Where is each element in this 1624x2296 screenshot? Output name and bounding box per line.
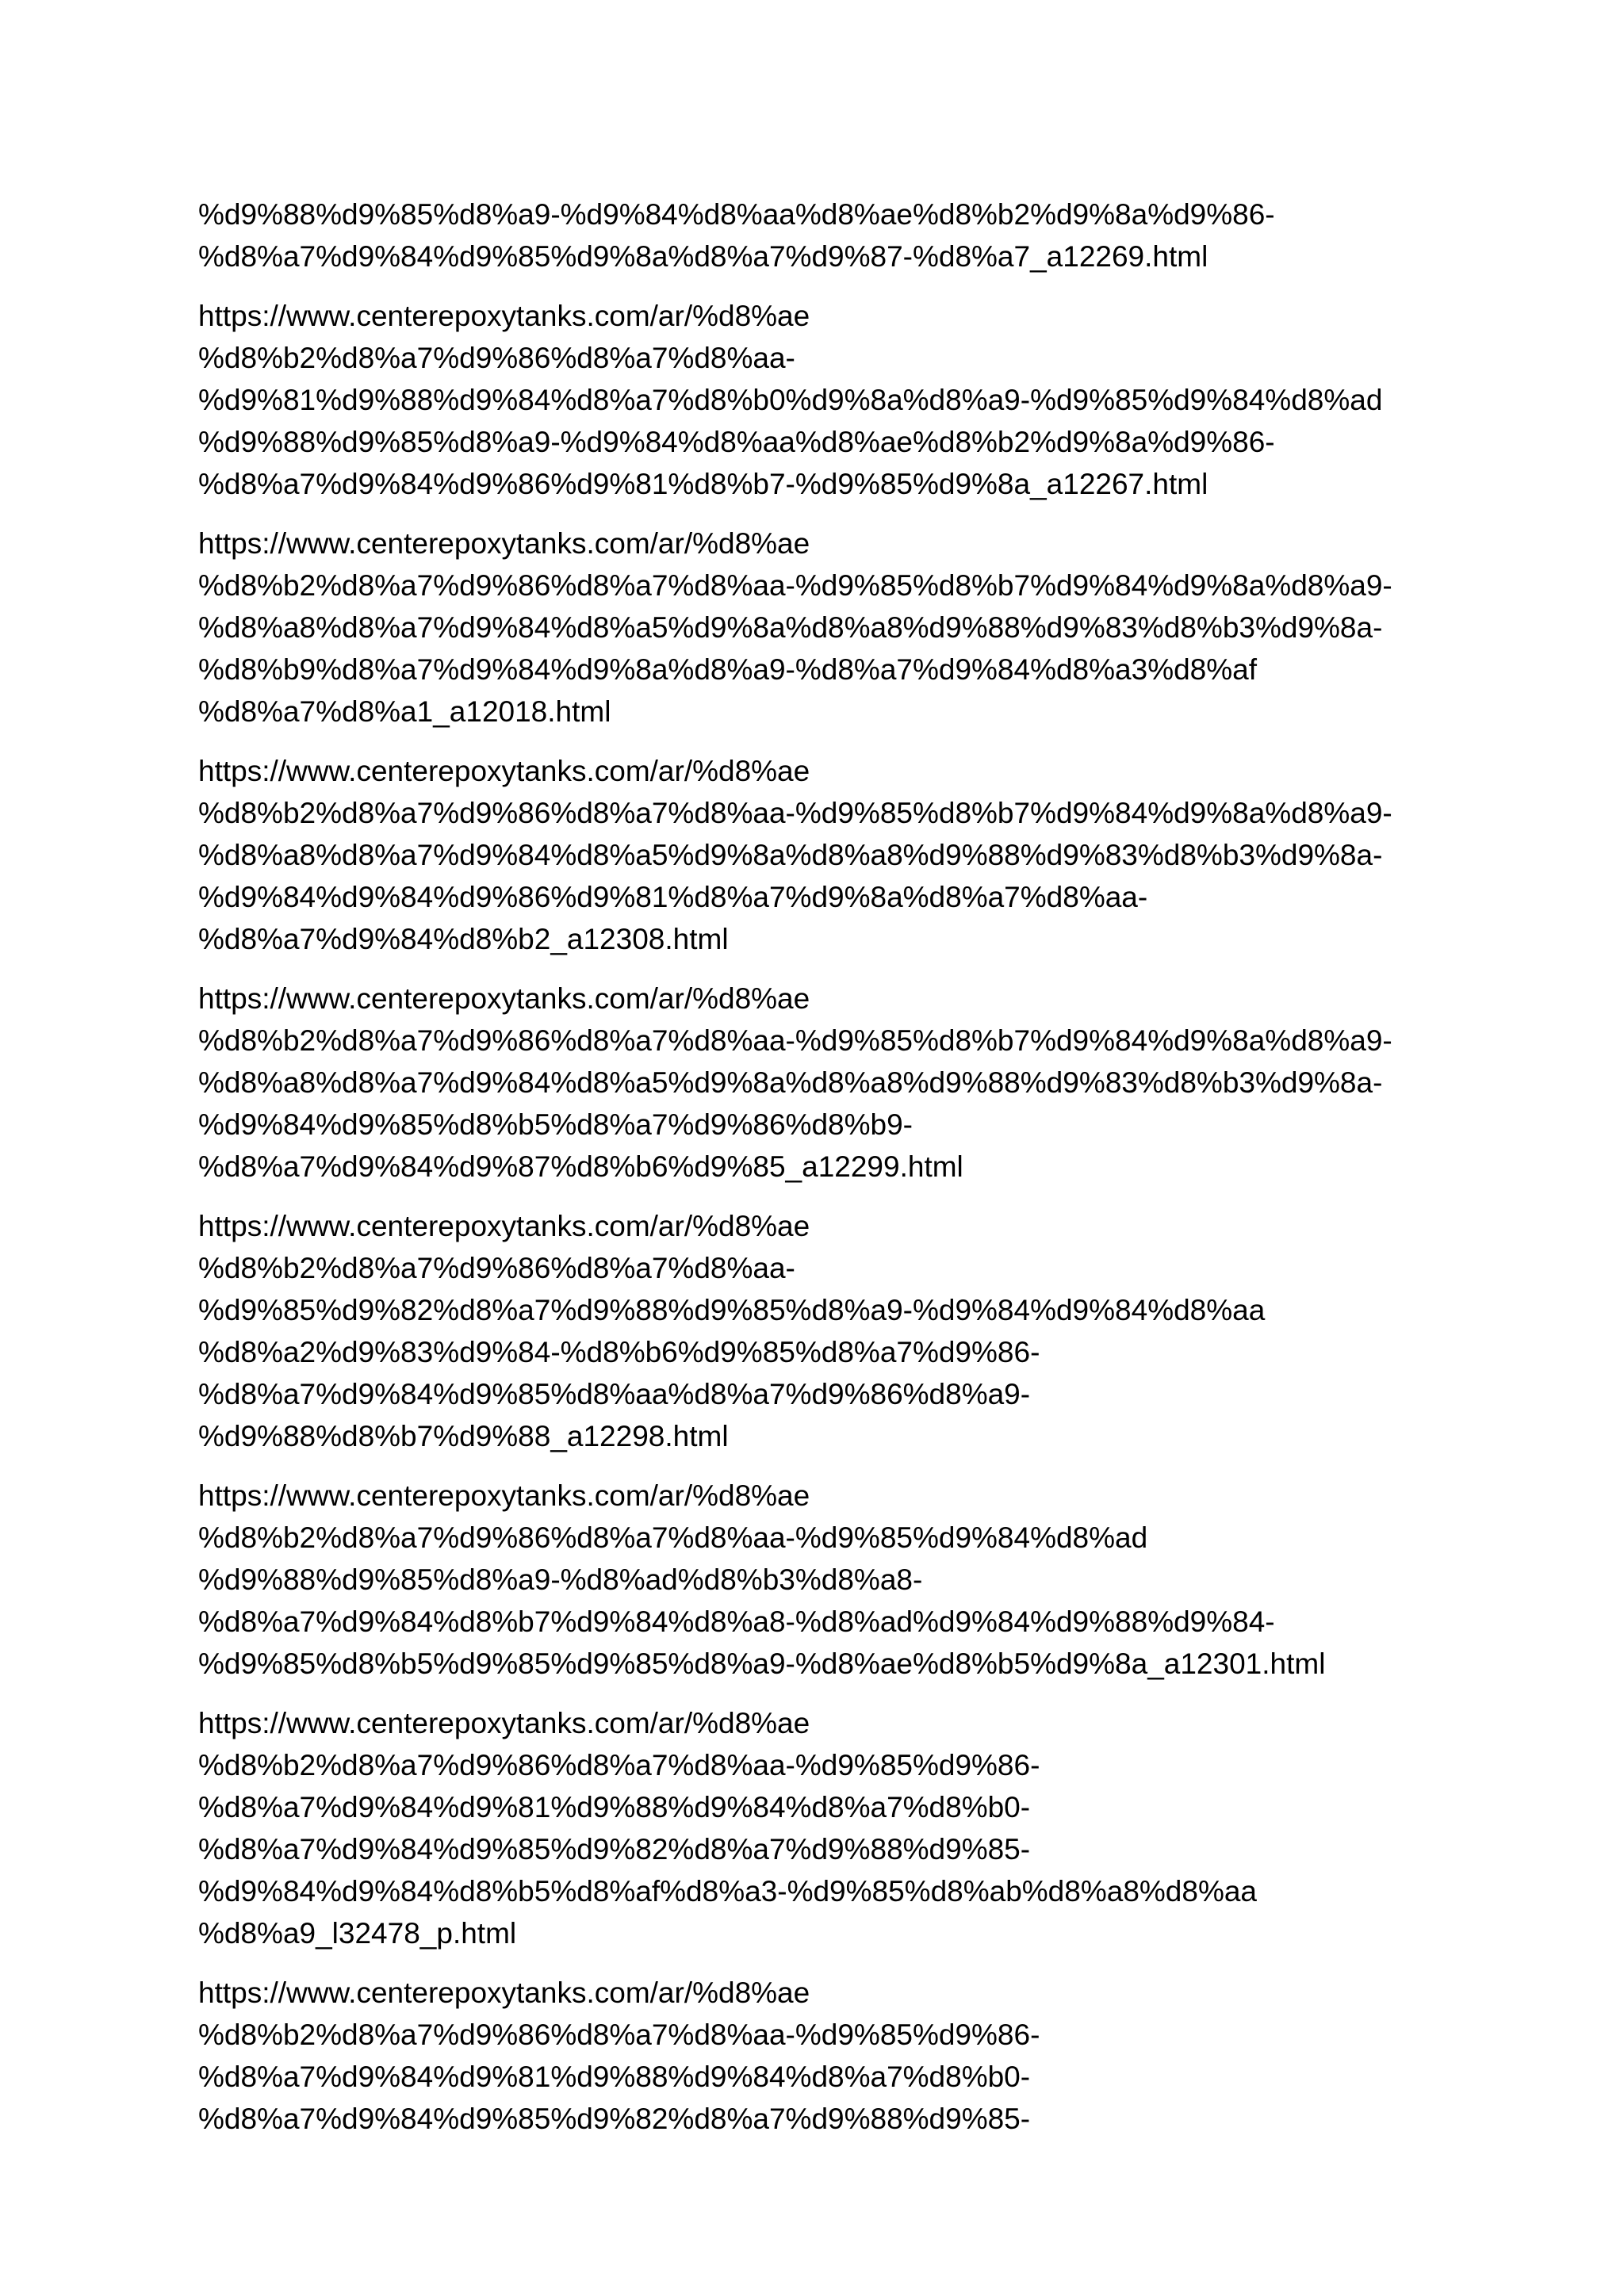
url-list <box>198 193 1435 2157</box>
url-text-line: %d8%a7%d9%84%d9%85%d9%8a%d8%a7%d9%87-%d8%a7_a12269.html <box>198 240 1208 273</box>
url-text-line: https://www.centerepoxytanks.com/ar/%d8%ae <box>198 1976 810 2009</box>
url-text-line: %d8%b2%d8%a7%d9%86%d8%a7%d8%aa-%d9%85%d8%b7%d9%84%d9%8a%d8%a9- <box>198 797 1392 829</box>
url-text-line: %d8%a7%d9%84%d9%86%d9%81%d8%b7-%d9%85%d9%8a_a12267.html <box>198 468 1208 500</box>
url-text-line: %d8%b2%d8%a7%d9%86%d8%a7%d8%aa-%d9%85%d8%b7%d9%84%d9%8a%d8%a9- <box>198 1024 1392 1057</box>
url-text-line: https://www.centerepoxytanks.com/ar/%d8%ae <box>198 1707 810 1739</box>
url-text-line: %d8%a8%d8%a7%d9%84%d8%a5%d9%8a%d8%a8%d9%88%d9%83%d8%b3%d9%8a- <box>198 611 1383 644</box>
url-text-line: %d9%85%d9%82%d8%a7%d9%88%d9%85%d8%a9-%d9%84%d9%84%d8%aa <box>198 1294 1266 1326</box>
url-text-line: %d9%85%d8%b5%d9%85%d9%85%d8%a9-%d8%ae%d8%b5%d9%8a_a12301.html <box>198 1647 1326 1680</box>
url-text-line: %d9%88%d9%85%d8%a9-%d8%ad%d8%b3%d8%a8- <box>198 1563 923 1596</box>
url-text-line: %d8%a2%d9%83%d9%84-%d8%b6%d9%85%d8%a7%d9%86- <box>198 1336 1040 1368</box>
url-text-line: %d9%81%d9%88%d9%84%d8%a7%d8%b0%d9%8a%d8%a9-%d9%85%d9%84%d8%ad <box>198 384 1383 416</box>
url-text-line: %d8%a8%d8%a7%d9%84%d8%a5%d9%8a%d8%a8%d9%88%d9%83%d8%b3%d9%8a- <box>198 839 1383 871</box>
url-text-line: %d8%a7%d9%84%d9%81%d9%88%d9%84%d8%a7%d8%b0- <box>198 2061 1031 2093</box>
url-entry <box>198 193 1435 277</box>
url-entry <box>198 1702 1435 1954</box>
url-text-line: %d9%84%d9%84%d9%86%d9%81%d8%a7%d9%8a%d8%a7%d8%aa- <box>198 881 1148 913</box>
url-text-line: %d9%88%d9%85%d8%a9-%d9%84%d8%aa%d8%ae%d8%b2%d9%8a%d9%86- <box>198 426 1275 458</box>
url-text-line: %d8%a7%d9%84%d8%b2_a12308.html <box>198 923 729 955</box>
url-text-line: %d8%a7%d9%84%d9%81%d9%88%d9%84%d8%a7%d8%b0- <box>198 1791 1031 1823</box>
url-text-line: %d8%b2%d8%a7%d9%86%d8%a7%d8%aa-%d9%85%d9%86- <box>198 2019 1040 2051</box>
url-text-line: %d8%a9_l32478_p.html <box>198 1917 517 1950</box>
url-text-line: %d8%a7%d9%84%d9%85%d8%aa%d8%a7%d9%86%d8%a9- <box>198 1378 1031 1410</box>
url-text-line: %d8%b2%d8%a7%d9%86%d8%a7%d8%aa- <box>198 342 795 374</box>
url-text-line: https://www.centerepoxytanks.com/ar/%d8%ae <box>198 1479 810 1512</box>
url-text-line: %d8%a7%d9%84%d9%85%d9%82%d8%a7%d9%88%d9%85- <box>198 1833 1031 1866</box>
url-text-line: %d8%a7%d9%84%d9%85%d9%82%d8%a7%d9%88%d9%85- <box>198 2103 1031 2135</box>
url-entry <box>198 522 1435 733</box>
url-text-line: %d8%b2%d8%a7%d9%86%d8%a7%d8%aa- <box>198 1252 795 1284</box>
url-text-line: %d8%a8%d8%a7%d9%84%d8%a5%d9%8a%d8%a8%d9%88%d9%83%d8%b3%d9%8a- <box>198 1066 1383 1099</box>
url-text-line: %d8%b2%d8%a7%d9%86%d8%a7%d8%aa-%d9%85%d9%86- <box>198 1749 1040 1781</box>
url-text-line: %d9%88%d8%b7%d9%88_a12298.html <box>198 1420 729 1452</box>
url-text-line: https://www.centerepoxytanks.com/ar/%d8%ae <box>198 755 810 787</box>
url-text-line: %d9%84%d9%84%d8%b5%d8%af%d8%a3-%d9%85%d8%ab%d8%a8%d8%aa <box>198 1875 1257 1908</box>
url-text-line: https://www.centerepoxytanks.com/ar/%d8%ae <box>198 527 810 560</box>
url-text-line: %d9%84%d9%85%d8%b5%d8%a7%d9%86%d8%b9- <box>198 1108 913 1141</box>
url-entry <box>198 978 1435 1188</box>
url-text-line: https://www.centerepoxytanks.com/ar/%d8%ae <box>198 982 810 1015</box>
url-entry <box>198 1475 1435 1685</box>
url-text-line: %d9%88%d9%85%d8%a9-%d9%84%d8%aa%d8%ae%d8%b2%d9%8a%d9%86- <box>198 198 1275 231</box>
url-text-line: https://www.centerepoxytanks.com/ar/%d8%ae <box>198 300 810 332</box>
url-text-line: %d8%a7%d9%84%d8%b7%d9%84%d8%a8-%d8%ad%d9%84%d9%88%d9%84- <box>198 1605 1275 1638</box>
url-text-line: %d8%a7%d9%84%d9%87%d8%b6%d9%85_a12299.html <box>198 1150 963 1183</box>
url-entry <box>198 1972 1435 2140</box>
url-entry <box>198 750 1435 960</box>
url-text-line: https://www.centerepoxytanks.com/ar/%d8%ae <box>198 1210 810 1242</box>
url-text-line: %d8%b2%d8%a7%d9%86%d8%a7%d8%aa-%d9%85%d9%84%d8%ad <box>198 1521 1148 1554</box>
url-text-line: %d8%a7%d8%a1_a12018.html <box>198 695 611 728</box>
url-text-line: %d8%b9%d8%a7%d9%84%d9%8a%d8%a9-%d8%a7%d9%84%d8%a3%d8%af <box>198 653 1257 686</box>
url-entry <box>198 1205 1435 1457</box>
url-text-line: %d8%b2%d8%a7%d9%86%d8%a7%d8%aa-%d9%85%d8%b7%d9%84%d9%8a%d8%a9- <box>198 569 1392 602</box>
url-entry <box>198 295 1435 505</box>
